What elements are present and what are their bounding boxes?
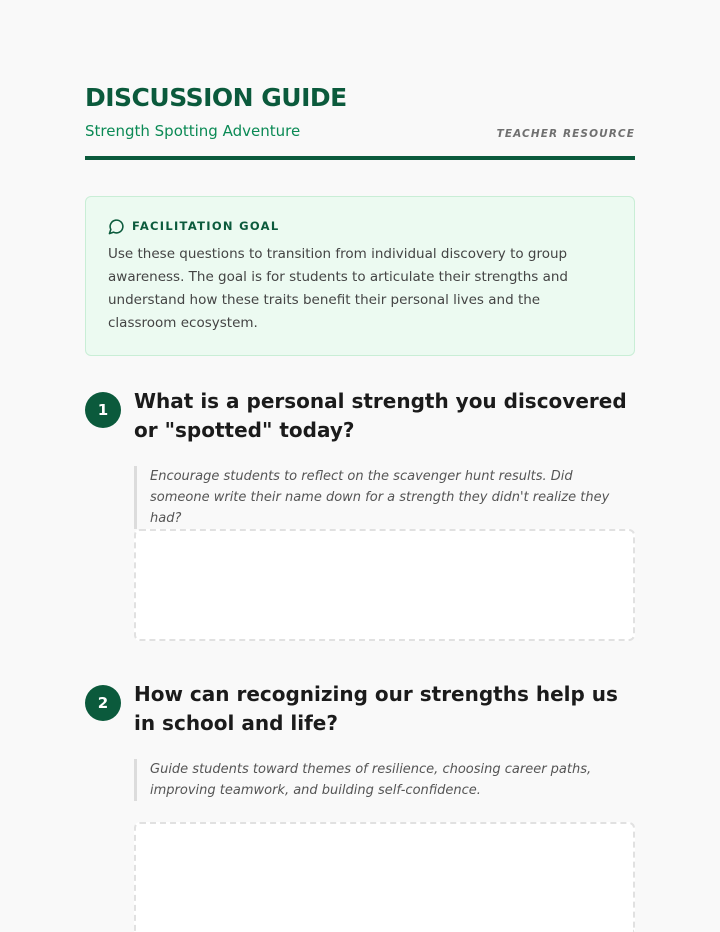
teacher-resource-tag: TEACHER RESOURCE [496,128,635,140]
facilitation-goal-text: Use these questions to transition from individual discovery to group awareness. The goal is for students to articulate their strengths and understand how these traits benefit their personal lives and the classroom ecosystem. [108,246,568,331]
question-hint: Encourage students to reflect on the scavenger hunt results. Did someone write their name down for a strength they didn't realize they had? [134,466,620,529]
facilitation-goal-label: FACILITATION GOAL [132,219,280,233]
question-number-badge: 2 [85,685,121,721]
page-header [85,83,635,160]
answer-box[interactable] [134,822,635,932]
question-number-badge: 1 [85,392,121,428]
facilitation-goal-card [85,196,635,356]
question-title: What is a personal strength you discovered or "spotted" today? [134,389,627,442]
question-title: How can recognizing our strengths help us in school and life? [134,682,618,735]
answer-box[interactable] [134,529,635,641]
page-title: DISCUSSION GUIDE [85,83,347,112]
facilitation-goal-header [108,216,612,236]
message-circle-icon [108,218,125,235]
page-subtitle: Strength Spotting Adventure [85,122,301,140]
question-hint: Guide students toward themes of resilience, choosing career paths, improving teamwork, and building self-confidence. [134,759,620,801]
